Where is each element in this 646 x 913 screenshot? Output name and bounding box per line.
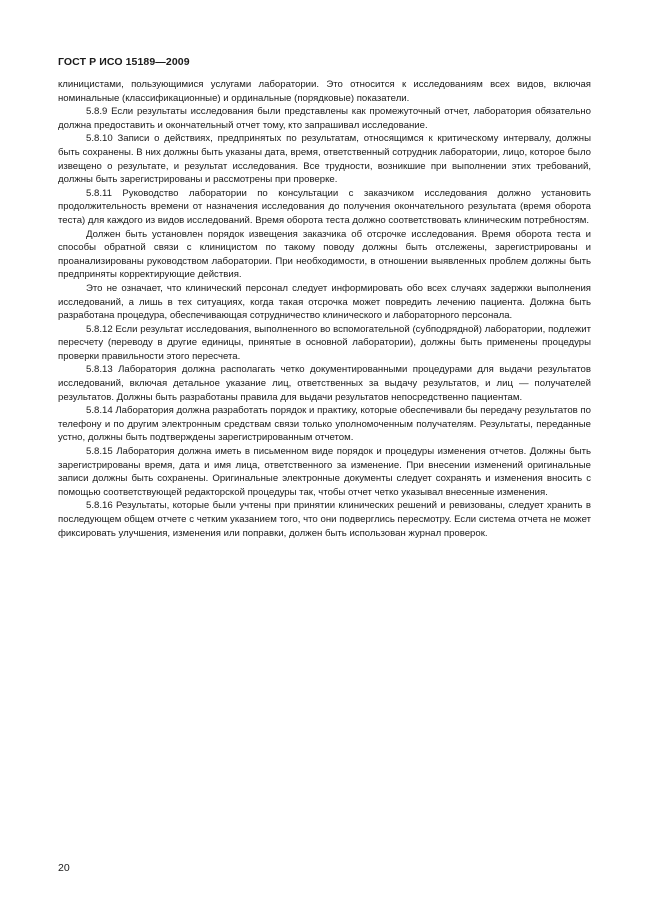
paragraph-continuation: клиницистами, пользующимися услугами лаборатории. Это относится к исследованиям всех видов, включая номинальные (классификационные) и ординальные (порядковые) показатели. (58, 79, 591, 104)
paragraph-5-8-12: 5.8.12 Если результат исследования, выполненного во вспомогательной (субподрядной) лаборатории, подлежит пересчету (переводу в другие единицы, принятые в основной лаборатории), должны быть применены процедуры проверки правильности этого пересчета. (58, 323, 591, 362)
paragraph-5-8-16: 5.8.16 Результаты, которые были учтены при принятии клинических решений и ревизованы, следует хранить в последующем общем отчете с четким указанием того, что они подверглись пересмотру. Если система отчета не может фиксировать улучшения, изменения или поправки, должен быть использован журнал проверок. (58, 500, 591, 539)
paragraph-5-8-13: 5.8.13 Лаборатория должна располагать четко документированными процедурами для выдачи результатов исследований, включая детальное указание лиц, ответственных за выдачу результатов, и лиц — получателей результатов. Должны быть разработаны правила для выдачи результатов непосредственно пациентам. (58, 364, 591, 403)
paragraph-clinical-staff-note: Это не означает, что клинический персонал следует информировать обо всех случаях задержки выполнения исследований, а лишь в тех ситуациях, когда такая отсрочка может повредить лечению пациента. Должна быть разработана процедура, обеспечивающая сотрудничество клинического и лабораторного персонала. (58, 282, 591, 322)
paragraph-5-8-14: 5.8.14 Лаборатория должна разработать порядок и практику, которые обеспечивали бы передачу результатов по телефону и по другим электронным средствам связи только уполномоченным получателям. Результаты, переданные устно, должны быть подтверждены зарегистрированным отчетом. (58, 405, 591, 444)
paragraph-5-8-11: 5.8.11 Руководство лаборатории по консультации с заказчиком исследования должно установить продолжительность времени от назначения исследования до получения окончательного результата (время оборота теста) для каждого из видов исследований. Время оборота теста должно соответствовать клиническим потребностям. (58, 187, 591, 226)
page-number: 20 (58, 862, 70, 874)
paragraph-delay-notification: Должен быть установлен порядок извещения заказчика об отсрочке исследования. Время оборота теста и способы обратной связи с клиницистом по такому поводу должны быть отслежены, зарегистрированы и проанализированы руководством лаборатории. При необходимости, в отношении выявленных проблем должны быть предприняты корректирующие действия. (58, 228, 591, 281)
paragraph-5-8-9: 5.8.9 Если результаты исследования были представлены как промежуточный отчет, лаборатория обязательно должна предоставить и окончательный отчет тому, кто запрашивал исследование. (58, 106, 591, 131)
document-body (58, 78, 591, 540)
document-header: ГОСТ Р ИСО 15189—2009 (58, 56, 190, 68)
paragraph-5-8-15: 5.8.15 Лаборатория должна иметь в письменном виде порядок и процедуры изменения отчетов. Должны быть зарегистрированы время, дата и имя лица, ответственного за изменение. При внесении изменений оригинальные записи должны быть сохранены. Оригинальные электронные документы следует сохранять и изменения вносить с помощью соответствующей редакторской процедуры так, чтобы отчет четко указывал внесенные изменения. (58, 446, 591, 498)
paragraph-5-8-10: 5.8.10 Записи о действиях, предпринятых по результатам, относящимся к критическому интервалу, должны быть сохранены. В них должны быть указаны дата, время, ответственный сотрудник лаборатории, лицо, которое было извещено о результате, и результат исследования. Все трудности, возникшие при выполнении этих требований, должны быть зарегистрированы и рассмотрены при проверке. (58, 133, 591, 186)
